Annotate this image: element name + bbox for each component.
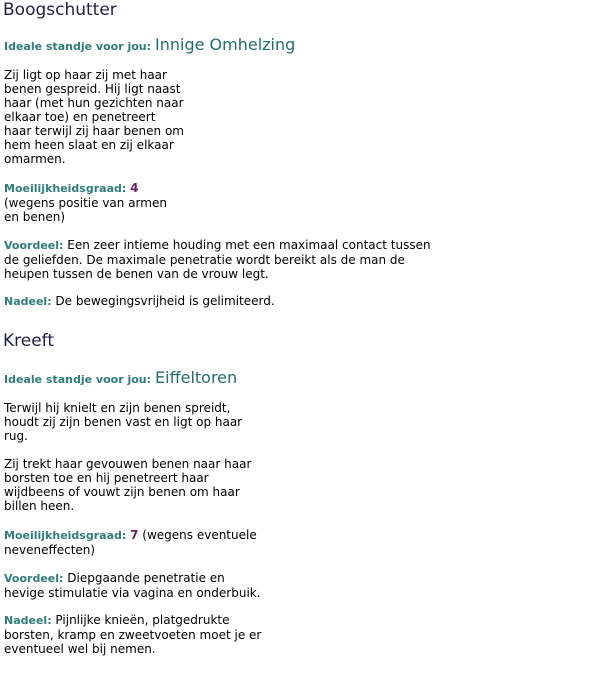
disadvantage-label: Nadeel: <box>4 614 52 627</box>
difficulty-block <box>4 181 167 224</box>
disadvantage-label: Nadeel: <box>4 295 52 308</box>
position-description: Terwijl hij knielt en zijn benen spreidt, houdt zij zijn benen vast en ligt op haar rug. <box>4 401 243 443</box>
advantage-text: Diepgaande penetratie en hevige stimulatie via vagina en onderbuik. <box>4 571 261 600</box>
disadvantage-text: Pijnlijke knieën, platgedrukte borsten, kramp en zweetvoeten moet je er eventueel wel bij nemen. <box>4 613 262 656</box>
disadvantage-text: De bewegingsvrijheid is gelimiteerd. <box>55 294 275 308</box>
ideal-position-name: Innige Omhelzing <box>155 35 296 54</box>
position-description: Zij ligt op haar zij met haar benen gespreid. Hij ligt naast haar (met hun gezichten naar elkaar toe) en penetreert haar terwijl zij haar benen om hem heen slaat en zij elkaar omarmen. <box>4 68 184 166</box>
difficulty-label: Moeilijkheidsgraad: <box>4 182 127 195</box>
ideal-position-name: Eiffeltoren <box>155 368 238 387</box>
difficulty-note: (wegens positie van armen en benen) <box>4 196 167 224</box>
ideal-position-line <box>4 369 237 389</box>
sign-heading: Kreeft <box>3 331 55 351</box>
disadvantage-block <box>4 294 275 309</box>
difficulty-label: Moeilijkheidsgraad: <box>4 529 127 542</box>
advantage-label: Voordeel: <box>4 239 64 252</box>
sign-heading: Boogschutter <box>3 0 117 20</box>
difficulty-note: (wegens eventuele neveneffecten) <box>4 528 257 557</box>
difficulty-value: 4 <box>130 181 139 195</box>
position-description-continued: Zij trekt haar gevouwen benen naar haar borsten toe en hij penetreert haar wijdbeens of vouwt zijn benen om haar billen heen. <box>4 457 252 513</box>
ideal-position-line <box>4 36 295 56</box>
advantage-label: Voordeel: <box>4 572 64 585</box>
advantage-text: Een zeer intieme houding met een maximaal contact tussen de geliefden. De maximale penetratie wordt bereikt als de man de heupen tussen de benen van de vrouw legt. <box>4 238 431 281</box>
advantage-block <box>4 238 431 281</box>
ideal-label: Ideale standje voor jou: <box>4 373 152 386</box>
disadvantage-block <box>4 613 261 656</box>
difficulty-value: 7 <box>130 528 139 542</box>
difficulty-block <box>4 528 257 557</box>
ideal-label: Ideale standje voor jou: <box>4 40 152 53</box>
advantage-block <box>4 571 261 600</box>
